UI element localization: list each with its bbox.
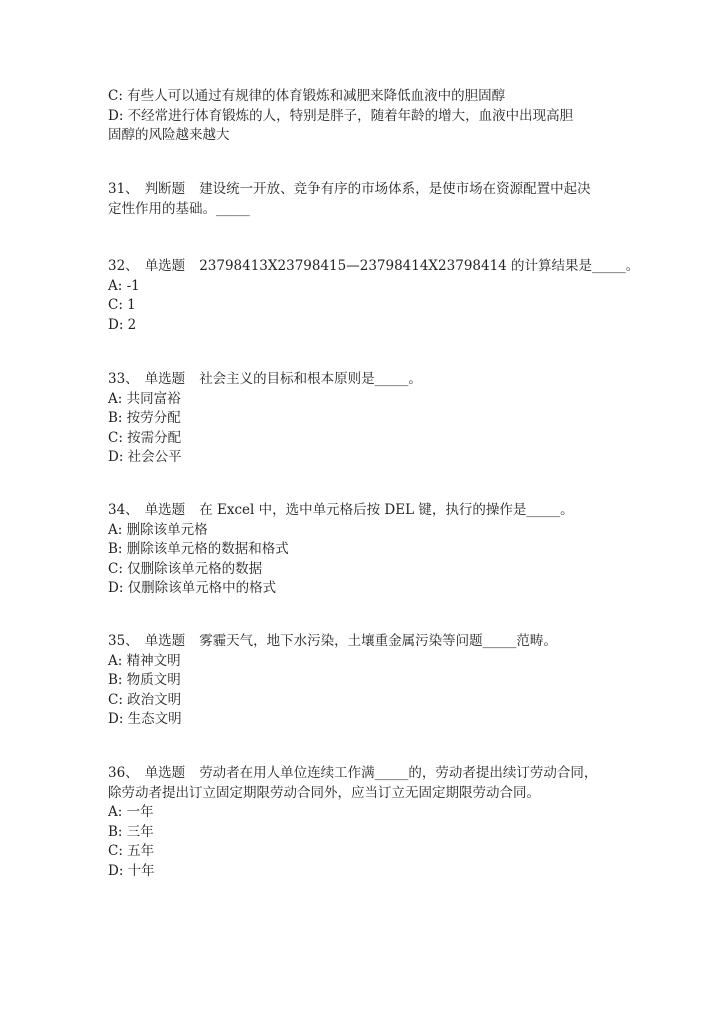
option-c: C: 仅删除该单元格的数据 (108, 560, 263, 577)
question-number: 36、 (108, 765, 139, 781)
question-32 (108, 257, 640, 335)
question-stem: 劳动者在用人单位连续工作满_____的，劳动者提出续订劳动合同， (199, 765, 598, 781)
question-33 (108, 370, 608, 468)
question-type: 单选题 (144, 371, 186, 387)
option-line: C: 有些人可以通过有规律的体育锻炼和减肥来降低血液中的胆固醇 (108, 88, 506, 104)
option-d: D: 社会公平 (108, 449, 182, 465)
question-stem: 在 Excel 中，选中单元格后按 DEL 键，执行的操作是_____。 (199, 502, 574, 518)
question-stem: 23798413X23798415—23798414X23798414 的计算结果是_____。 (199, 258, 640, 274)
question-number: 32、 (108, 258, 139, 274)
question-type: 单选题 (144, 633, 186, 649)
question-type: 单选题 (144, 765, 186, 781)
option-b: B: 按劳分配 (108, 410, 181, 426)
question-31 (108, 180, 608, 219)
option-a: A: 精神文明 (108, 652, 181, 669)
option-b: B: 物质文明 (108, 672, 181, 688)
option-d: D: 2 (108, 316, 137, 333)
question-number: 35、 (108, 633, 139, 649)
question-stem: 社会主义的目标和根本原则是_____。 (199, 371, 422, 387)
question-number: 33、 (108, 371, 139, 387)
question-stem: 雾霾天气，地下水污染，土壤重金属污染等问题_____范畴。 (199, 633, 557, 649)
option-a: A: 删除该单元格 (108, 521, 208, 538)
option-d: D: 十年 (108, 862, 155, 879)
question-stem-continued: 除劳动者提出订立固定期限劳动合同外，应当订立无固定期限劳动合同。 (108, 784, 540, 801)
question-stem: 建设统一开放、竞争有序的市场体系，是使市场在资源配置中起决 (199, 181, 591, 197)
question-type: 单选题 (144, 502, 186, 518)
question-type: 单选题 (144, 258, 186, 274)
option-c: C: 政治文明 (108, 691, 182, 708)
option-b: B: 删除该单元格的数据和格式 (108, 541, 289, 557)
option-d: D: 仅删除该单元格中的格式 (108, 580, 277, 596)
question-type: 判断题 (144, 181, 186, 197)
question-36 (108, 764, 608, 881)
question-35 (108, 632, 608, 730)
question-number: 34、 (108, 502, 139, 518)
option-line: 固醇的风险越来越大 (108, 127, 230, 143)
option-a: A: 共同富裕 (108, 390, 181, 407)
question-number: 31、 (108, 181, 139, 197)
option-c: C: 按需分配 (108, 429, 182, 446)
option-c: C: 五年 (108, 843, 155, 859)
option-a: A: -1 (108, 277, 140, 294)
previous-question-options (108, 87, 608, 146)
option-a: A: 一年 (108, 804, 154, 820)
option-line: D: 不经常进行体育锻炼的人，特别是胖子，随着年龄的增大，血液中出现高胆 (108, 107, 574, 124)
option-b: B: 三年 (108, 823, 154, 840)
question-34 (108, 501, 608, 599)
option-d: D: 生态文明 (108, 711, 182, 727)
option-c: C: 1 (108, 297, 136, 313)
question-stem-continued: 定性作用的基础。_____ (108, 200, 250, 217)
